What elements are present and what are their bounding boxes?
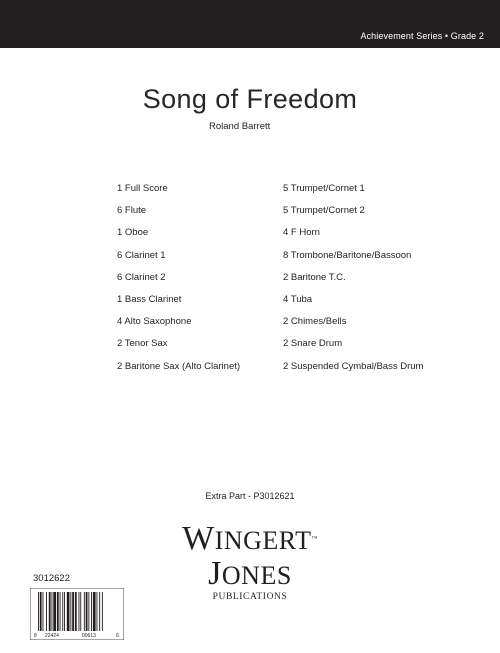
part-item: 2 Suspended Cymbal/Bass Drum: [283, 360, 424, 372]
extra-part-note: Extra Part - P3012621: [205, 491, 295, 501]
barcode: [30, 588, 124, 640]
barcode-bar: [38, 592, 39, 631]
barcode-bar: [70, 592, 71, 631]
barcode-bar: [91, 592, 92, 631]
piece-title: Song of Freedom: [142, 84, 358, 114]
barcode-bar: [53, 592, 56, 631]
part-item: 4 Tuba: [283, 293, 313, 305]
part-item: 8 Trombone/Baritone/Bassoon: [283, 249, 412, 261]
parts-list-right: [283, 183, 423, 383]
part-item: 1 Bass Clarinet: [117, 293, 182, 305]
barcode-bar: [79, 592, 80, 631]
barcode-bar: [49, 592, 51, 631]
logo-line-jones: JONES: [208, 555, 292, 592]
part-item: 5 Trumpet/Cornet 2: [283, 205, 365, 217]
barcode-group-1: 22424: [45, 633, 59, 639]
barcode-bar: [99, 592, 100, 631]
parts-list-left: [117, 183, 240, 383]
part-item: 6 Clarinet 1: [117, 249, 166, 261]
barcode-bar: [67, 592, 70, 631]
barcode-bar: [80, 592, 81, 631]
barcode-bar: [102, 592, 103, 631]
barcode-bar: [40, 592, 42, 631]
barcode-bar: [52, 592, 53, 631]
part-item: 4 F Horn: [283, 227, 320, 239]
barcode-bar: [57, 592, 59, 631]
barcode-bar: [86, 592, 88, 631]
part-item: 2 Tenor Sax: [117, 338, 168, 350]
series-label: Achievement Series • Grade 2: [360, 31, 484, 41]
barcode-bar: [75, 592, 77, 631]
header-bar: [0, 0, 500, 48]
part-item: 5 Trumpet/Cornet 1: [283, 183, 365, 194]
barcode-bar: [72, 592, 74, 631]
barcode-group-2: 00613: [82, 633, 96, 639]
barcode-bar: [60, 592, 61, 631]
barcode-bar: [84, 592, 85, 631]
part-item: 2 Chimes/Bells: [283, 316, 347, 328]
barcode-bar: [97, 592, 98, 631]
barcode-bar: [93, 592, 96, 631]
part-item: 2 Snare Drum: [283, 338, 343, 350]
barcode-bar: [64, 592, 65, 631]
part-item: 2 Baritone Sax (Alto Clarinet): [117, 360, 241, 372]
part-item: 4 Alto Saxophone: [117, 316, 192, 328]
logo-line-wingert: WINGERT™: [182, 520, 318, 557]
part-item: 2 Baritone T.C.: [283, 271, 346, 283]
barcode-bar: [62, 592, 63, 631]
logo-line-publications: PUBLICATIONS: [212, 592, 288, 602]
item-code: 3012622: [33, 573, 70, 584]
part-item: 6 Flute: [117, 205, 147, 217]
part-item: 6 Clarinet 2: [117, 271, 166, 283]
composer-name: Roland Barrett: [209, 121, 271, 132]
barcode-digit-left: 8: [34, 633, 37, 639]
barcode-digit-right: 6: [116, 633, 119, 639]
part-item: 1 Oboe: [117, 227, 149, 239]
barcode-bar: [46, 592, 47, 631]
barcode-bar: [43, 592, 44, 631]
part-item: 1 Full Score: [117, 183, 168, 194]
barcode-bar: [88, 592, 89, 631]
